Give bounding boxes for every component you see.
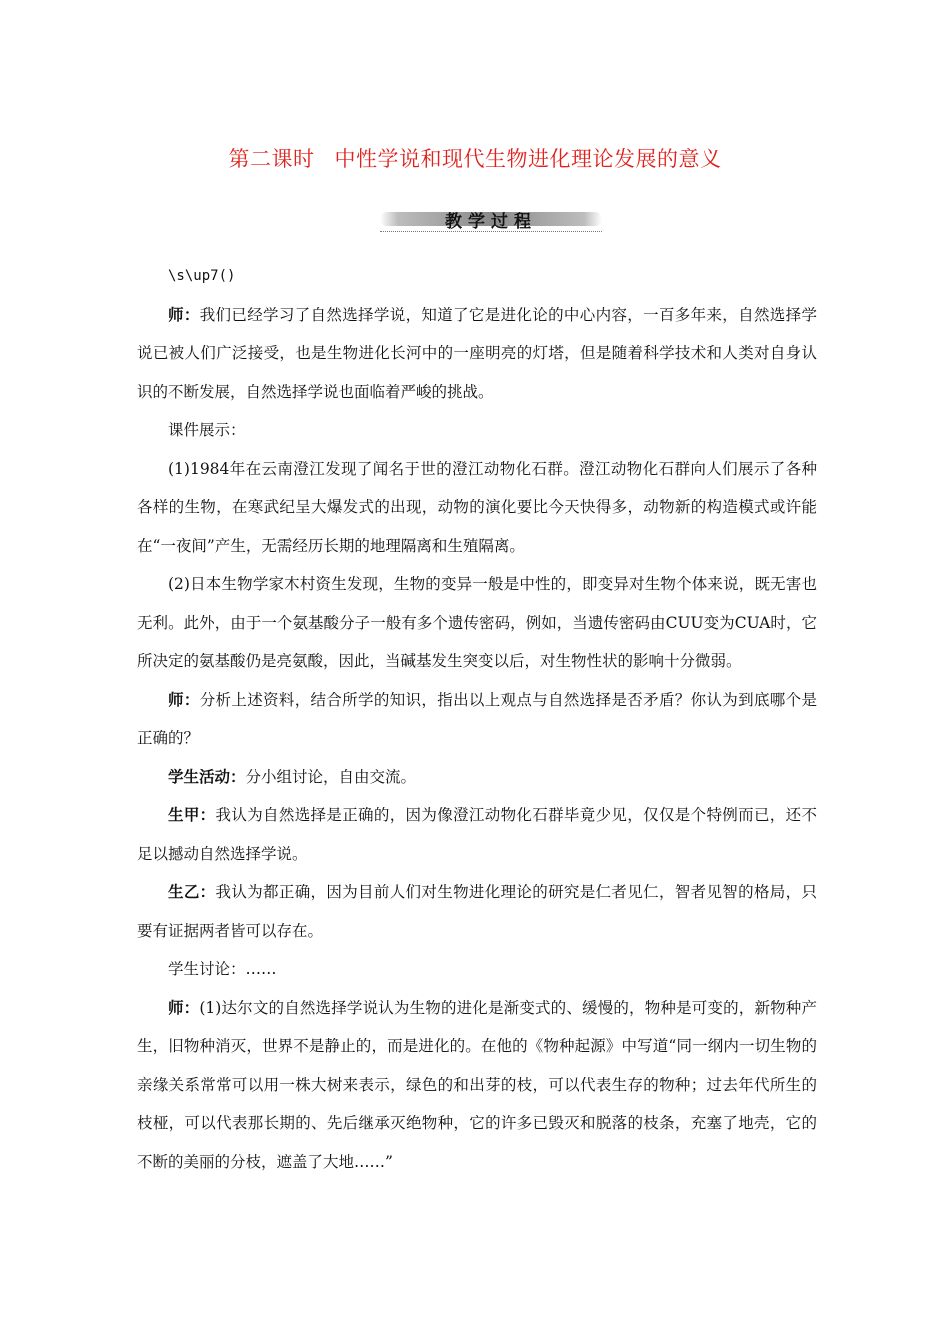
code-line (137, 256, 817, 296)
speaker-label: 师： (168, 304, 200, 324)
paragraph (137, 989, 817, 1182)
speaker-label: 学生活动： (168, 766, 246, 786)
paragraph (137, 411, 817, 450)
paragraph-text: 我认为自然选择是正确的，因为像澄江动物化石群毕竟少见，仅仅是个特例而已，还不足以撼动自然选择学说。 (137, 806, 817, 863)
banner-dotted-rule (380, 231, 602, 232)
paragraph-text: 我们已经学习了自然选择学说，知道了它是进化论的中心内容，一百多年来，自然选择学说已被人们广泛接受，也是生物进化长河中的一座明亮的灯塔，但是随着科学技术和人类对自身认识的不断发展，自然选择学说也面临着严峻的挑战。 (137, 305, 817, 401)
speaker-label: 师： (168, 689, 200, 709)
paragraph (137, 758, 817, 797)
paragraph-text: 学生讨论：…… (168, 960, 277, 978)
speaker-label: 生乙： (168, 882, 216, 901)
paragraph-text: (2)日本生物学家木村资生发现，生物的变异一般是中性的，即变异对生物个体来说，既无害也无利。此外，由于一个氨基酸分子一般有多个遗传密码，例如，当遗传密码由CUU变为CUA时，它所决定的氨基酸仍是亮氨酸，因此，当碱基发生突变以后，对生物性状的影响十分微弱。 (137, 575, 817, 670)
section-banner (380, 205, 602, 233)
paragraph (137, 681, 817, 758)
code-line-text: \s\up7() (168, 268, 236, 284)
paragraph-text: (1)达尔文的自然选择学说认为生物的进化是渐变式的、缓慢的，物种是可变的，新物种产生，旧物种消灭，世界不是静止的，而是进化的。在他的《物种起源》中写道“同一纲内一切生物的亲缘关系常常可以用一株大树来表示，绿色的和出芽的枝，可以代表生存的物种；过去年代所生的枝桠，可以代表那长期的、先后继承灭绝物种，它的许多已毁灭和脱落的枝条，充塞了地壳，它的不断的美丽的分枝，遮盖了大地……” (137, 998, 817, 1171)
paragraph (137, 796, 817, 873)
paragraph-text: (1)1984年在云南澄江发现了闻名于世的澄江动物化石群。澄江动物化石群向人们展示了各种各样的生物，在寒武纪呈大爆发式的出现，动物的演化要比今天快得多，动物新的构造模式或许能在“一夜间”产生，无需经历长期的地理隔离和生殖隔离。 (137, 459, 817, 555)
speaker-label: 师： (168, 997, 200, 1017)
paragraph (137, 950, 817, 989)
lesson-title-text: 中性学说和现代生物进化理论发展的意义 (334, 147, 722, 171)
paragraph-text: 分小组讨论，自由交流。 (245, 767, 417, 786)
banner-text: 教学过程 (445, 212, 537, 232)
lesson-number: 第二课时 (228, 147, 315, 171)
lesson-title (0, 143, 950, 173)
paragraph-text: 课件展示： (168, 421, 246, 439)
paragraph (137, 565, 817, 681)
paragraph (137, 450, 817, 566)
paragraph (137, 873, 817, 950)
paragraph-text: 我认为都正确，因为目前人们对生物进化理论的研究是仁者见仁，智者见智的格局，只要有证据两者皆可以存在。 (137, 883, 817, 940)
paragraph-text: 分析上述资料，结合所学的知识，指出以上观点与自然选择是否矛盾？你认为到底哪个是正确的？ (137, 690, 817, 747)
lesson-body (137, 256, 817, 1181)
paragraph (137, 296, 817, 412)
speaker-label: 生甲： (168, 805, 216, 824)
